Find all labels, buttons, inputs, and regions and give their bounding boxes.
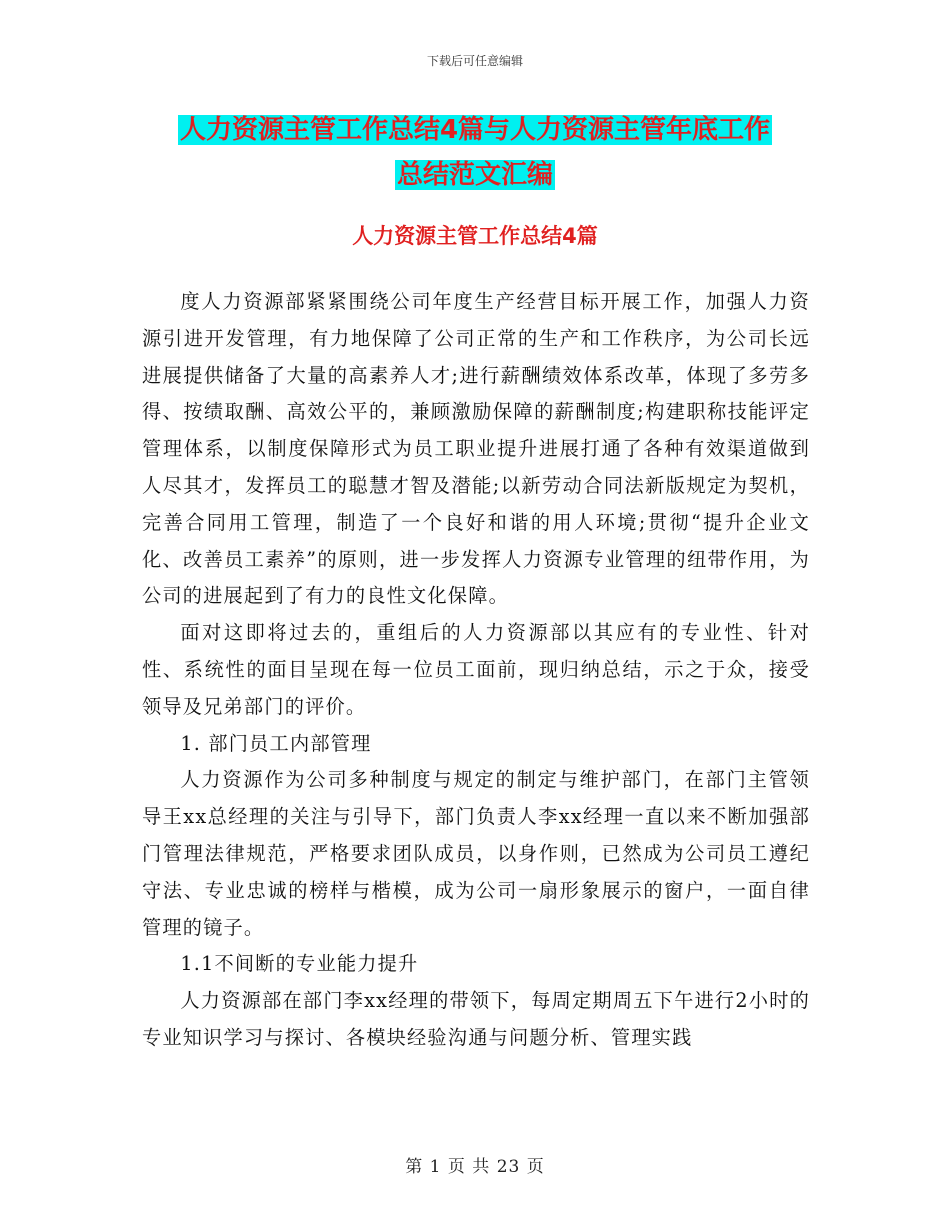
document-title-text-2: 总结范文汇编 (396, 160, 553, 190)
section-title: 人力资源主管工作总结4篇 (352, 224, 598, 248)
paragraph: 人力资源作为公司多种制度与规定的制定与维护部门，在部门主管领导王xx总经理的关注与引导下，部门负责人李xx经理一直以来不断加强部门管理法律规范，严格要求团队成员，以身作则，已然成为公司员工遵纪守法、专业忠诚的榜样与楷模，成为公司一扇形象展示的窗户，一面自律管理的镜子。 (142, 768, 810, 939)
paragraph: 度人力资源部紧紧围绕公司年度生产经营目标开展工作，加强人力资源引进开发管理，有力地保障了公司正常的生产和工作秩序，为公司长远进展提供储备了大量的高素养人才;进行薪酬绩效体系改革，体现了多劳多得、按绩取酬、高效公平的，兼顾激励保障的薪酬制度;构建职称技能评定管理体系，以制度保障形式为员工职业提升进展打通了各种有效渠道做到人尽其才，发挥员工的聪慧才智及潜能;以新劳动合同法新版规定为契机，完善合同用工管理，制造了一个良好和谐的用人环境;贯彻“提升企业文化、改善员工素养”的原则，进一步发挥人力资源专业管理的纽带作用，为公司的进展起到了有力的良性文化保障。 (142, 290, 810, 608)
document-title-text-1: 人力资源主管工作总结4篇与人力资源主管年底工作 (179, 115, 771, 145)
header-note: 下载后可任意编辑 (426, 54, 523, 68)
paragraph: 人力资源部在部门李xx经理的带领下，每周定期周五下午进行2小时的专业知识学习与探讨、各模块经验沟通与问题分析、管理实践 (142, 989, 810, 1049)
document-title-line-2 (140, 155, 810, 195)
subheading: 1.1不间断的专业能力提升 (180, 952, 419, 976)
page-footer: 第 1 页 共 23 页 (405, 1157, 545, 1177)
subheading: 1. 部门员工内部管理 (180, 731, 372, 755)
paragraph: 面对这即将过去的，重组后的人力资源部以其应有的专业性、针对性、系统性的面目呈现在每一位员工面前，现归纳总结，示之于众，接受领导及兄弟部门的评价。 (142, 621, 810, 718)
document-body (142, 284, 810, 1057)
document-title-line-1 (140, 110, 810, 150)
